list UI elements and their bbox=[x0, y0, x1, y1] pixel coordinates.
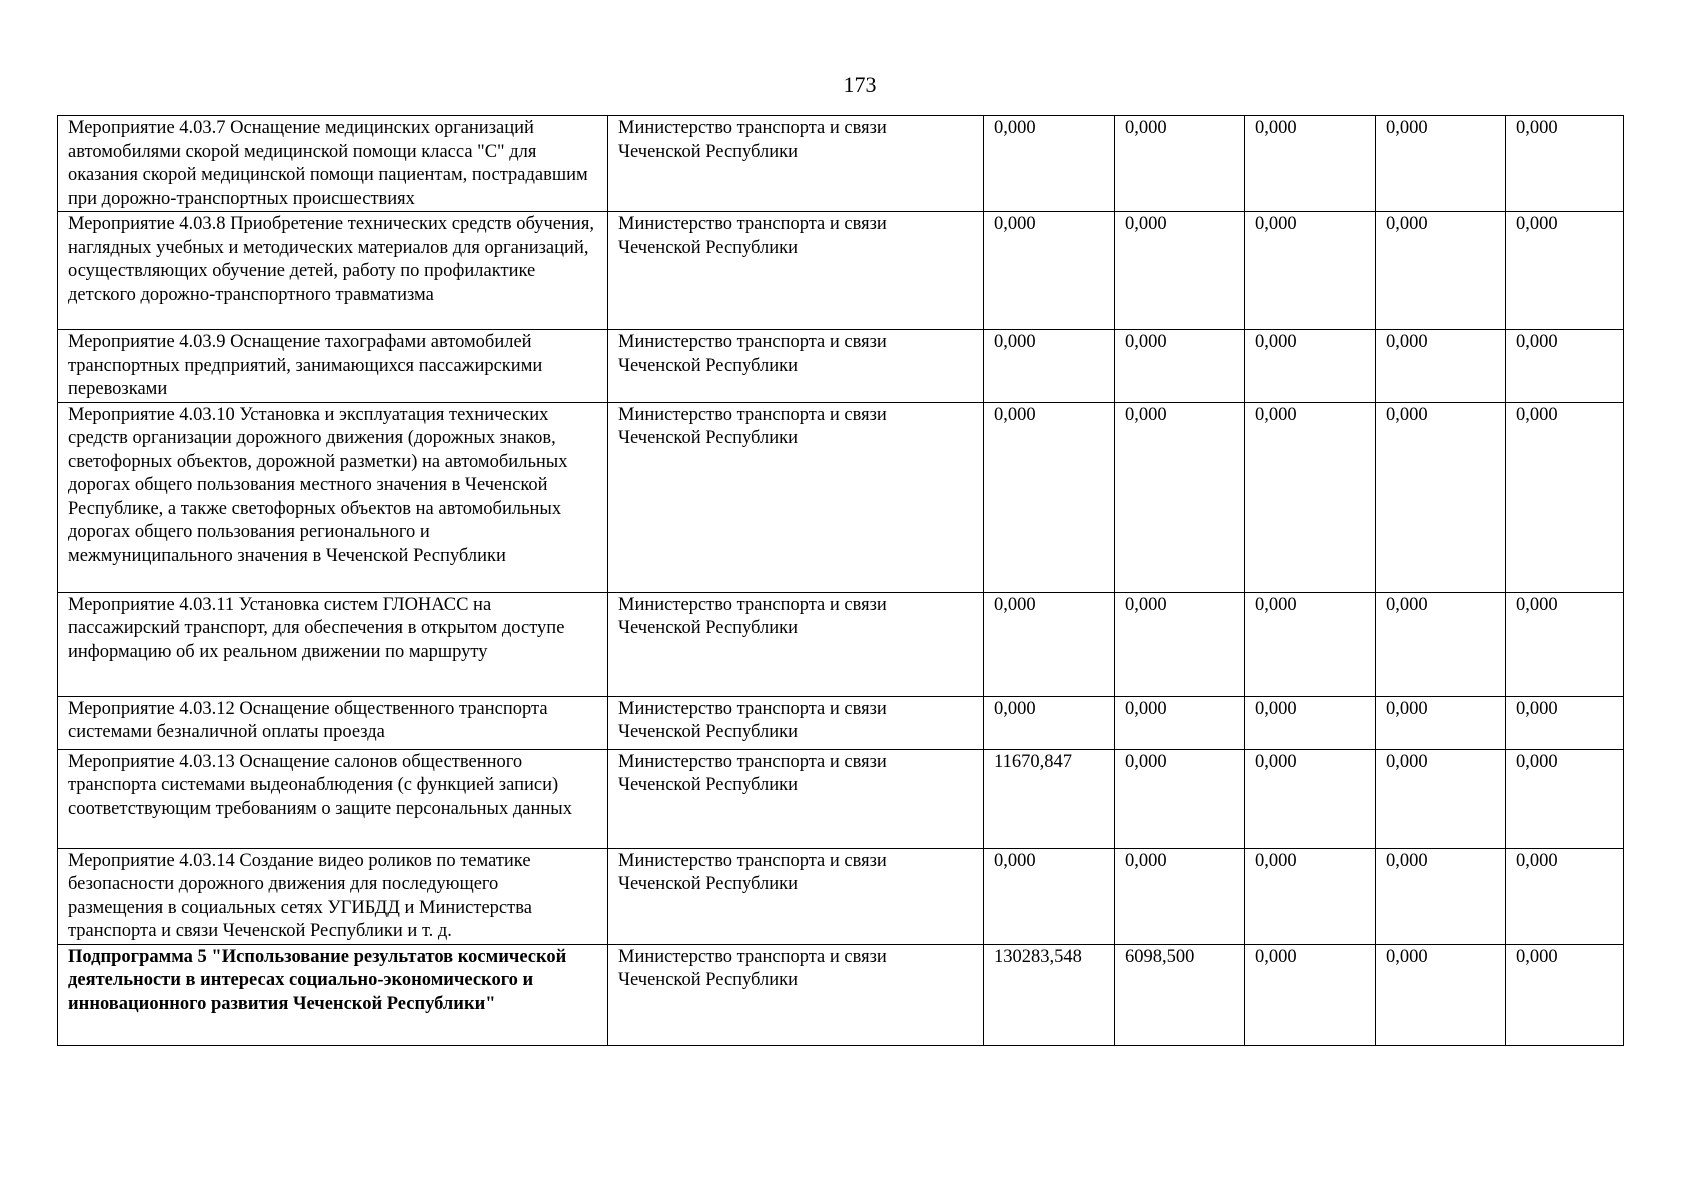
value-cell: 0,000 bbox=[1115, 592, 1245, 696]
value-cell: 0,000 bbox=[1376, 116, 1506, 212]
page-number: 173 bbox=[843, 72, 877, 97]
executor: Министерство транспорта и связи Чеченской Республики bbox=[608, 116, 984, 212]
table-row bbox=[58, 212, 1624, 330]
value-cell: 0,000 bbox=[1245, 212, 1376, 330]
value-cell: 0,000 bbox=[1376, 749, 1506, 848]
value-cell: 0,000 bbox=[1376, 402, 1506, 592]
value-cell: 0,000 bbox=[1506, 592, 1624, 696]
value-cell: 0,000 bbox=[1506, 696, 1624, 749]
budget-table bbox=[57, 115, 1624, 1046]
executor: Министерство транспорта и связи Чеченской Республики bbox=[608, 749, 984, 848]
value-cell: 0,000 bbox=[1115, 402, 1245, 592]
value-cell: 0,000 bbox=[1376, 212, 1506, 330]
value-cell: 0,000 bbox=[1115, 212, 1245, 330]
value-cell: 0,000 bbox=[1376, 696, 1506, 749]
executor: Министерство транспорта и связи Чеченской Республики bbox=[608, 944, 984, 1045]
value-cell: 0,000 bbox=[1245, 592, 1376, 696]
value-cell: 0,000 bbox=[1115, 696, 1245, 749]
value-cell: 0,000 bbox=[984, 212, 1115, 330]
value-cell: 0,000 bbox=[1115, 330, 1245, 403]
activity-name: Мероприятие 4.03.13 Оснащение салонов общественного транспорта системами выдеонаблюдения (с функцией записи) соответствующим требованиям о защите персональных данных bbox=[58, 749, 608, 848]
value-cell: 0,000 bbox=[1245, 330, 1376, 403]
activity-name: Мероприятие 4.03.9 Оснащение тахографами автомобилей транспортных предприятий, занимающихся пассажирскими перевозками bbox=[58, 330, 608, 403]
value-cell: 0,000 bbox=[1506, 402, 1624, 592]
value-cell: 0,000 bbox=[1115, 749, 1245, 848]
table-row bbox=[58, 696, 1624, 749]
value-cell: 0,000 bbox=[1506, 330, 1624, 403]
value-cell: 6098,500 bbox=[1115, 944, 1245, 1045]
executor: Министерство транспорта и связи Чеченской Республики bbox=[608, 212, 984, 330]
executor: Министерство транспорта и связи Чеченской Республики bbox=[608, 696, 984, 749]
table-row bbox=[58, 116, 1624, 212]
value-cell: 0,000 bbox=[1245, 116, 1376, 212]
activity-name: Мероприятие 4.03.14 Создание видео роликов по тематике безопасности дорожного движения для последующего размещения в социальных сетях УГИБДД и Министерства транспорта и связи Чеченской Республики и т. д. bbox=[58, 848, 608, 944]
value-cell: 0,000 bbox=[1506, 944, 1624, 1045]
value-cell: 0,000 bbox=[1245, 848, 1376, 944]
subprogram-name: Подпрограмма 5 "Использование результатов космической деятельности в интересах социально-экономического и инновационного развития Чеченской Республики" bbox=[58, 944, 608, 1045]
value-cell: 0,000 bbox=[1245, 944, 1376, 1045]
value-cell: 0,000 bbox=[1115, 848, 1245, 944]
table-row bbox=[58, 848, 1624, 944]
value-cell: 0,000 bbox=[1376, 592, 1506, 696]
value-cell: 0,000 bbox=[1506, 749, 1624, 848]
activity-name: Мероприятие 4.03.10 Установка и эксплуатация технических средств организации дорожного движения (дорожных знаков, светофорных объектов, дорожной разметки) на автомобильных дорогах общего пользования местного значения в Чеченской Республике, а также светофорных объектов на автомобильных дорогах общего пользования регионального и межмуниципального значения в Чеченской Республики bbox=[58, 402, 608, 592]
table-row bbox=[58, 402, 1624, 592]
value-cell: 0,000 bbox=[984, 696, 1115, 749]
value-cell: 11670,847 bbox=[984, 749, 1115, 848]
executor: Министерство транспорта и связи Чеченской Республики bbox=[608, 592, 984, 696]
activity-name: Мероприятие 4.03.11 Установка систем ГЛОНАСС на пассажирский транспорт, для обеспечения в открытом доступе информацию об их реальном движении по маршруту bbox=[58, 592, 608, 696]
value-cell: 0,000 bbox=[1506, 212, 1624, 330]
value-cell: 0,000 bbox=[984, 592, 1115, 696]
table-row bbox=[58, 592, 1624, 696]
value-cell: 0,000 bbox=[1245, 402, 1376, 592]
table-row bbox=[58, 944, 1624, 1045]
activity-name: Мероприятие 4.03.7 Оснащение медицинских организаций автомобилями скорой медицинской помощи класса "С" для оказания скорой медицинской помощи пациентам, пострадавшим при дорожно-транспортных происшествиях bbox=[58, 116, 608, 212]
value-cell: 0,000 bbox=[1115, 116, 1245, 212]
table-row bbox=[58, 749, 1624, 848]
value-cell: 0,000 bbox=[984, 330, 1115, 403]
value-cell: 0,000 bbox=[1506, 116, 1624, 212]
executor: Министерство транспорта и связи Чеченской Республики bbox=[608, 402, 984, 592]
value-cell: 0,000 bbox=[984, 848, 1115, 944]
value-cell: 0,000 bbox=[984, 116, 1115, 212]
table-row bbox=[58, 330, 1624, 403]
value-cell: 0,000 bbox=[1506, 848, 1624, 944]
value-cell: 0,000 bbox=[1376, 944, 1506, 1045]
value-cell: 0,000 bbox=[1376, 330, 1506, 403]
value-cell: 130283,548 bbox=[984, 944, 1115, 1045]
value-cell: 0,000 bbox=[1376, 848, 1506, 944]
value-cell: 0,000 bbox=[1245, 749, 1376, 848]
value-cell: 0,000 bbox=[1245, 696, 1376, 749]
activity-name: Мероприятие 4.03.8 Приобретение технических средств обучения, наглядных учебных и методических материалов для организаций, осуществляющих обучение детей, работу по профилактике детского дорожно-транспортного травматизма bbox=[58, 212, 608, 330]
executor: Министерство транспорта и связи Чеченской Республики bbox=[608, 330, 984, 403]
activity-name: Мероприятие 4.03.12 Оснащение общественного транспорта системами безналичной оплаты проезда bbox=[58, 696, 608, 749]
executor: Министерство транспорта и связи Чеченской Республики bbox=[608, 848, 984, 944]
value-cell: 0,000 bbox=[984, 402, 1115, 592]
